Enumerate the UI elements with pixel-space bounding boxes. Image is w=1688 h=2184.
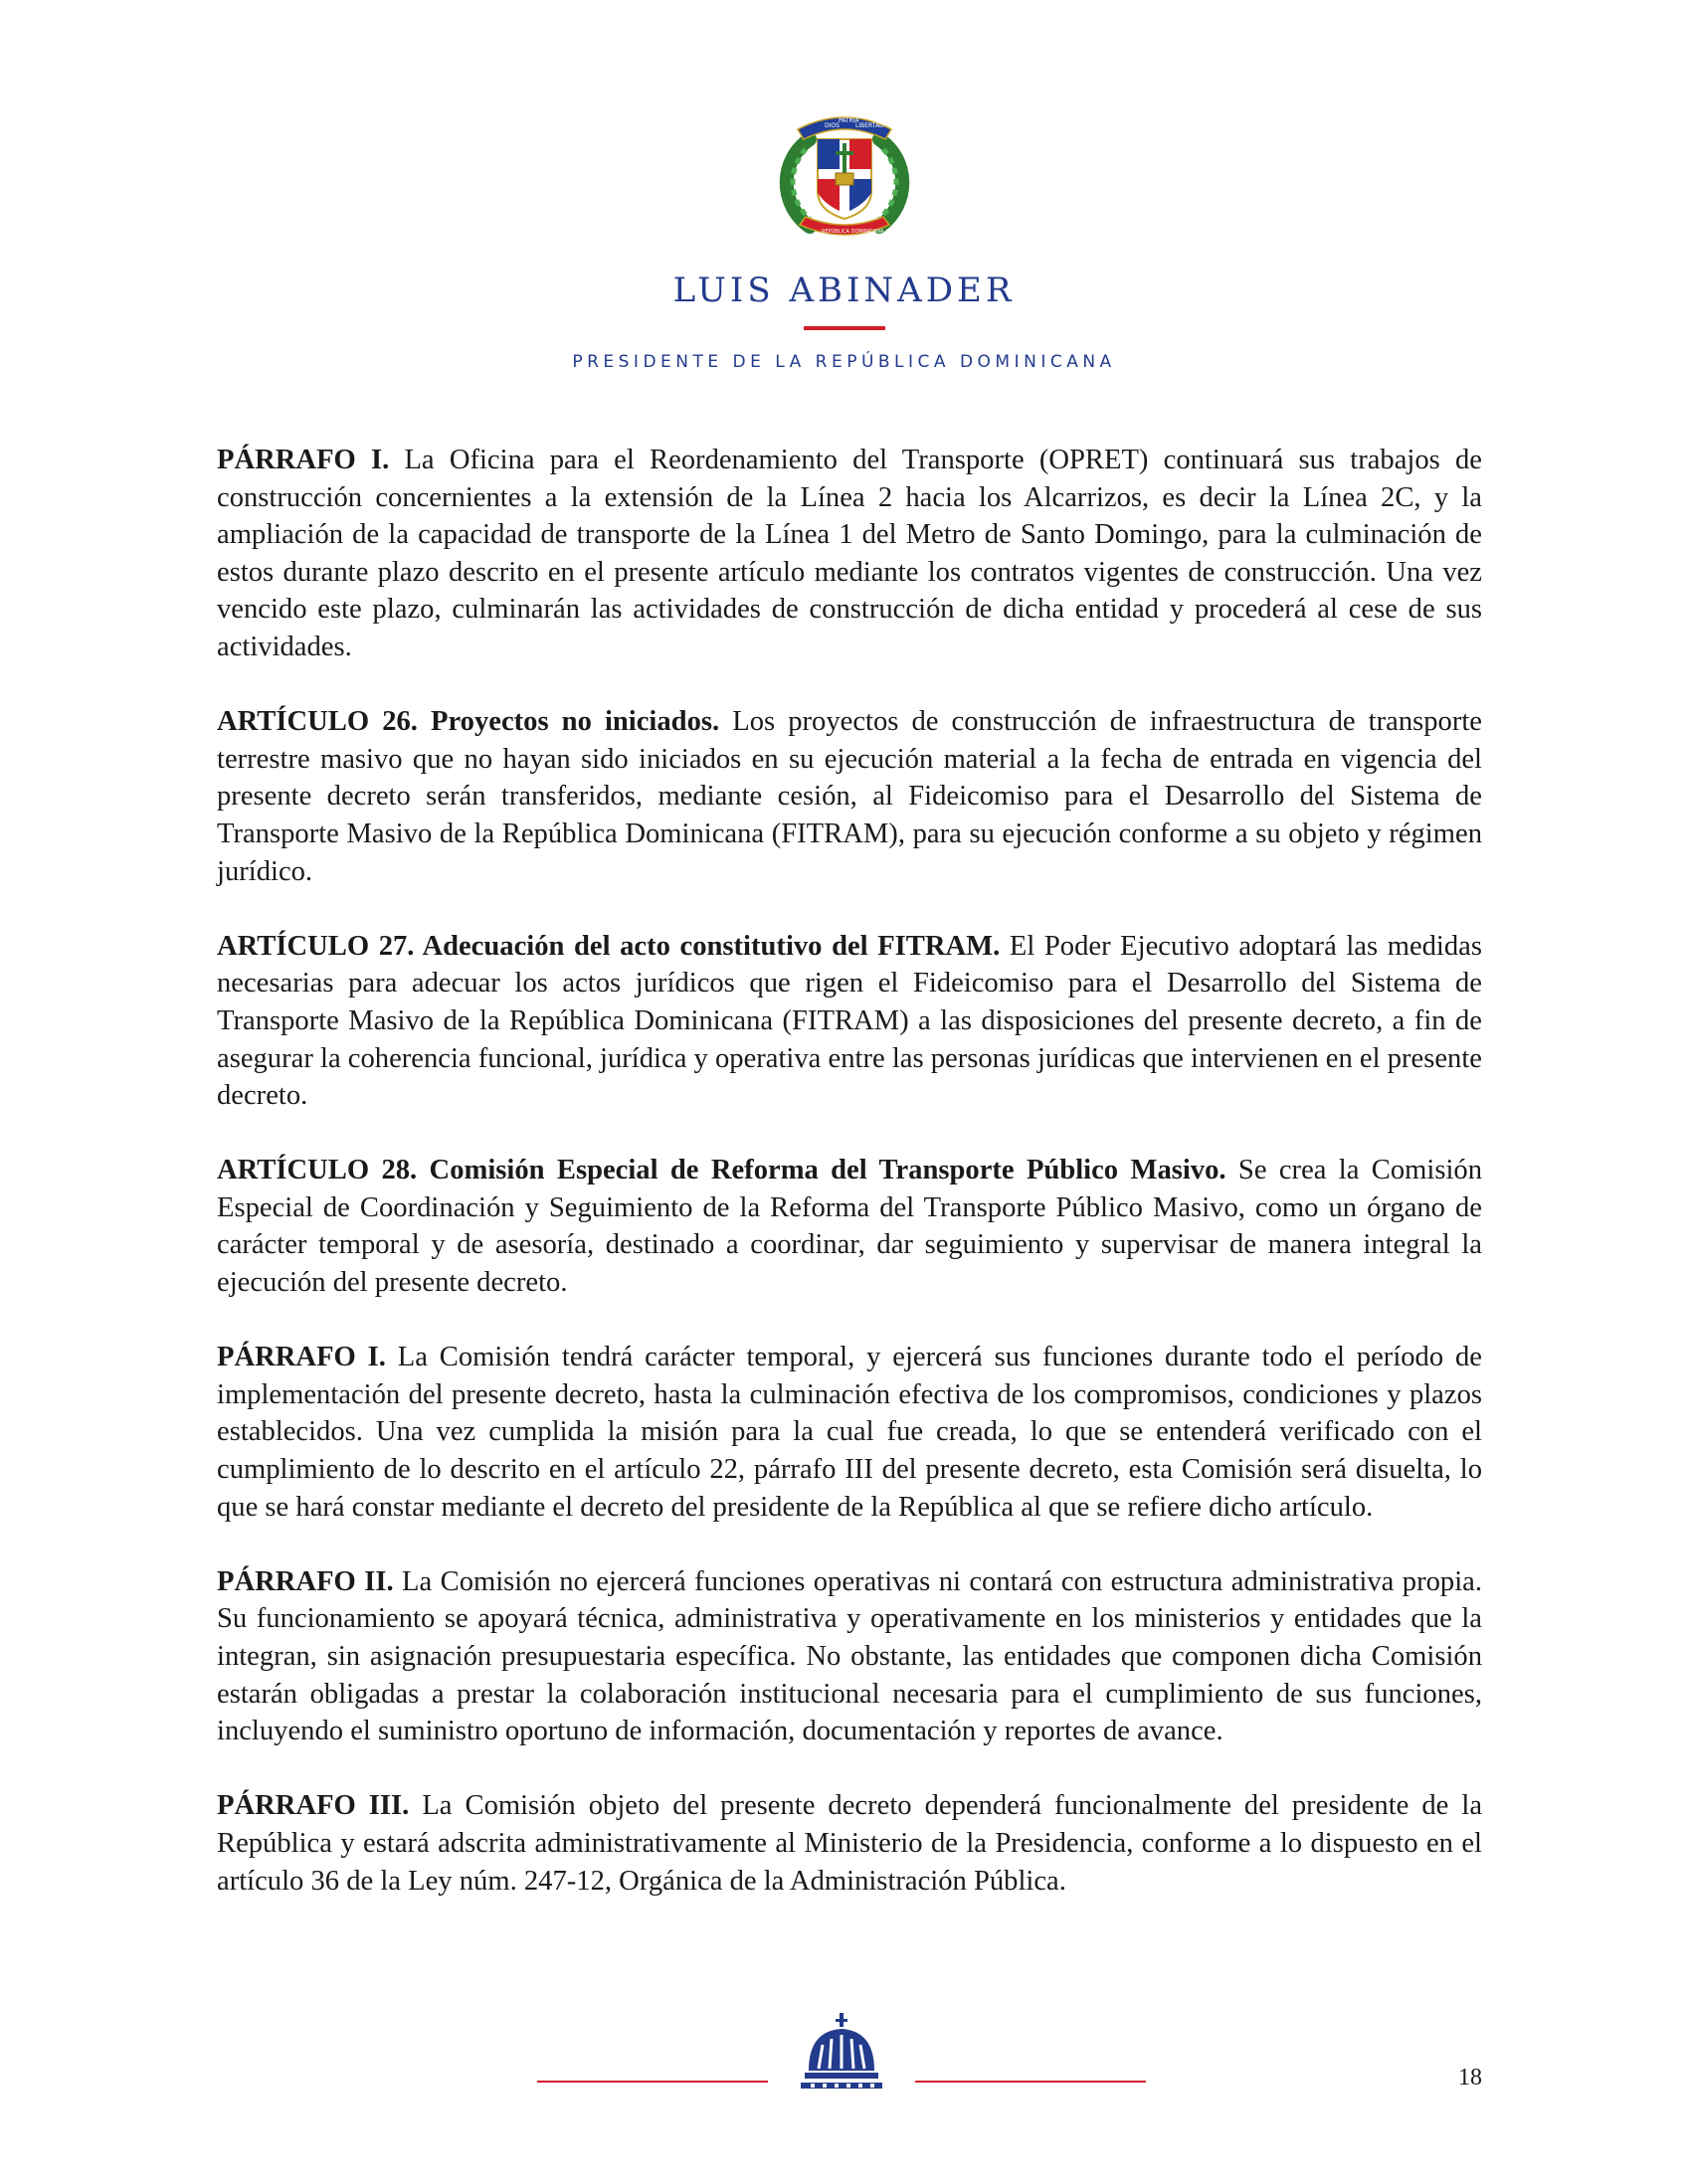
president-title: PRESIDENTE DE LA REPÚBLICA DOMINICANA — [572, 352, 1116, 372]
article-28 — [217, 1152, 1482, 1301]
president-name: LUIS ABINADER — [672, 271, 1016, 310]
palacio-nacional-dome-icon — [799, 2013, 884, 2093]
paragraph-heading: ARTÍCULO 28. Comisión Especial de Reforma del Transporte Público Masivo. — [217, 1155, 1226, 1186]
paragraph-heading: PÁRRAFO I. — [217, 445, 390, 475]
footer-rule-right — [915, 2081, 1146, 2083]
svg-text:REPÚBLICA DOMINICANA: REPÚBLICA DOMINICANA — [821, 229, 883, 235]
paragraph-heading: ARTÍCULO 27. Adecuación del acto constitutivo del FITRAM. — [217, 930, 1001, 962]
footer-rule-left — [537, 2081, 768, 2083]
paragraph-heading: PÁRRAFO I. — [217, 1342, 386, 1373]
letterhead — [0, 99, 1688, 372]
paragraph-heading: PÁRRAFO III. — [217, 1790, 410, 1822]
article-26 — [217, 703, 1482, 890]
paragraph-text: La Comisión objeto del presente decreto dependerá funcionalmente del presidente de la República y estará adscrita administrativamente al Ministerio de la Presidencia, conforme a lo dispuesto en el artículo 36 de la Ley núm. 247-12, Orgánica de la Administración Pública. — [217, 1790, 1483, 1897]
paragraph-heading: ARTÍCULO 26. Proyectos no iniciados. — [217, 706, 720, 738]
paragraph-text: El Poder Ejecutivo adoptará las medidas necesarias para adecuar los actos jurídicos que rigen el Fideicomiso para el Desarrollo del Sistema de Transporte Masivo de la República Dominicana (FITRAM) a las disposiciones del presente decreto, a fin de asegurar la coherencia funcional, jurídica y operativa entre las personas jurídicas que intervienen en el presente decreto. — [217, 930, 1482, 1112]
article-27 — [217, 928, 1482, 1115]
svg-text:LIBERTAD: LIBERTAD — [854, 122, 884, 129]
article-28-parrafo-1 — [217, 1339, 1482, 1526]
article-28-parrafo-2 — [217, 1563, 1482, 1750]
page-footer — [0, 2009, 1688, 2098]
article-28-parrafo-3 — [217, 1787, 1482, 1900]
svg-text:DIOS: DIOS — [824, 122, 840, 129]
name-underline — [804, 326, 885, 330]
paragraph-text: Los proyectos de construcción de infraestructura de transporte terrestre masivo que no hayan sido iniciados en su ejecución material a la fecha de entrada en vigencia del presente decreto serán transferidos, mediante cesión, al Fideicomiso para el Desarrollo del Sistema de Transporte Masivo de la República Dominicana (FITRAM), para su ejecución conforme a su objeto y régimen jurídico. — [217, 706, 1482, 887]
paragraph-parrafo-1 — [217, 442, 1482, 666]
paragraph-text: La Comisión tendrá carácter temporal, y ejercerá sus funciones durante todo el período de implementación del presente decreto, hasta la culminación efectiva de los compromisos, condiciones y plazos establecidos. Una vez cumplida la misión para la cual fue creada, lo que se entenderá verificado con el cumplimiento de lo descrito en el artículo 22, párrafo III del presente decreto, esta Comisión será disuelta, lo que se hará constar mediante el decreto del presidente de la República al que se refiere dicho artículo. — [217, 1342, 1483, 1523]
paragraph-text: La Comisión no ejercerá funciones operativas ni contará con estructura administrativa propia. Su funcionamiento se apoyará técnica, administrativa y operativamente en los ministerios y entidades que la integran, sin asignación presupuestaria específica. No obstante, las entidades que componen dicha Comisión estarán obligadas a prestar la colaboración institucional necesaria para el cumplimiento de sus funciones, incluyendo el suministro oportuno de información, documentación y reportes de avance. — [217, 1565, 1482, 1747]
paragraph-heading: PÁRRAFO II. — [217, 1565, 394, 1597]
paragraph-text: La Oficina para el Reordenamiento del Transporte (OPRET) continuará sus trabajos de construcción concernientes a la extensión de la Línea 2 hacia los Alcarrizos, es decir la Línea 2C, y la ampliación de la capacidad de transporte de la Línea 1 del Metro de Santo Domingo, para la culminación de estos durante plazo descrito en el presente artículo mediante los contratos vigentes de construcción. Una vez vencido este plazo, culminarán las actividades de construcción de dicha entidad y procederá al cese de sus actividades. — [217, 445, 1482, 662]
document-body — [217, 442, 1482, 1937]
paragraph-text: Se crea la Comisión Especial de Coordinación y Seguimiento de la Reforma del Transporte Público Masivo, como un órgano de carácter temporal y de asesoría, destinado a coordinar, dar seguimiento y supervisar de manera integral la ejecución del presente decreto. — [217, 1155, 1483, 1299]
dominican-coat-of-arms-icon — [770, 99, 919, 249]
svg-text:PATRIA: PATRIA — [838, 117, 859, 124]
page-number: 18 — [1458, 2065, 1482, 2091]
